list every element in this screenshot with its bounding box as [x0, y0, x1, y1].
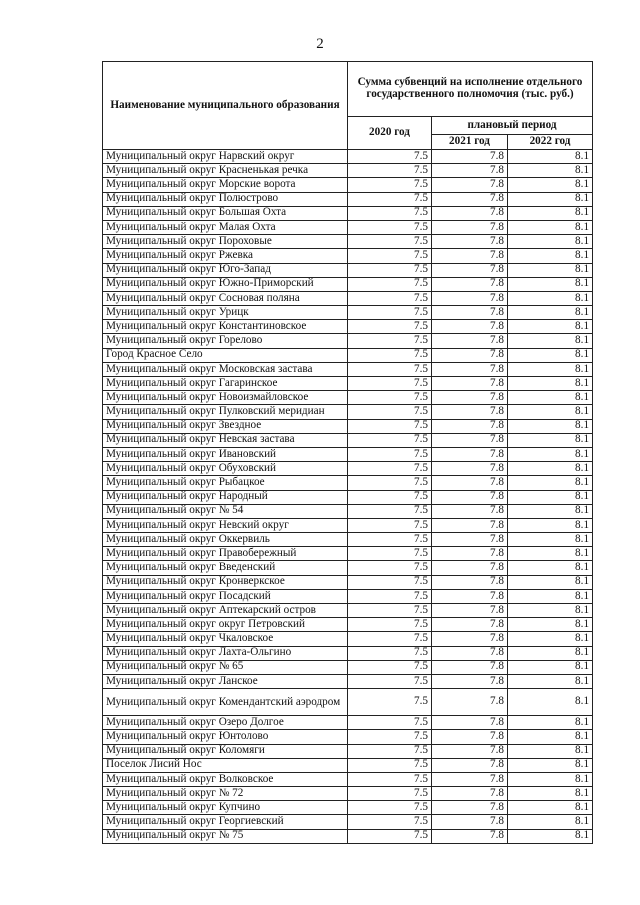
value-2022-cell: 8.1 [508, 362, 593, 376]
value-2020-cell: 7.5 [348, 730, 432, 744]
value-2022-cell: 8.1 [508, 632, 593, 646]
value-2021-cell: 7.8 [432, 547, 508, 561]
table-row [103, 660, 593, 674]
value-2020-cell: 7.5 [348, 405, 432, 419]
table-row [103, 815, 593, 829]
value-2022-cell: 8.1 [508, 787, 593, 801]
value-2021-cell: 7.8 [432, 462, 508, 476]
value-2020-cell: 7.5 [348, 758, 432, 772]
value-2021-cell: 7.8 [432, 490, 508, 504]
value-2020-cell: 7.5 [348, 291, 432, 305]
value-2020-cell: 7.5 [348, 815, 432, 829]
value-2021-cell: 7.8 [432, 164, 508, 178]
table-row [103, 178, 593, 192]
value-2021-cell: 7.8 [432, 263, 508, 277]
table-row [103, 730, 593, 744]
table-row [103, 787, 593, 801]
municipality-name-cell: Муниципальный округ Комендантский аэродром [103, 689, 348, 716]
table-row [103, 206, 593, 220]
municipality-name-cell: Муниципальный округ Невская застава [103, 433, 348, 447]
value-2022-cell: 8.1 [508, 206, 593, 220]
value-2021-cell: 7.8 [432, 348, 508, 362]
value-2021-cell: 7.8 [432, 758, 508, 772]
value-2020-cell: 7.5 [348, 391, 432, 405]
value-2020-cell: 7.5 [348, 377, 432, 391]
table-row [103, 632, 593, 646]
value-2020-cell: 7.5 [348, 575, 432, 589]
header-year-2021: 2021 год [432, 135, 508, 150]
table-row [103, 561, 593, 575]
value-2020-cell: 7.5 [348, 206, 432, 220]
value-2022-cell: 8.1 [508, 235, 593, 249]
municipality-name-cell: Муниципальный округ Юго-Запад [103, 263, 348, 277]
table-row [103, 164, 593, 178]
municipality-name-cell: Муниципальный округ Ивановский [103, 447, 348, 461]
table-row [103, 277, 593, 291]
table-row [103, 758, 593, 772]
table-row [103, 192, 593, 206]
value-2020-cell: 7.5 [348, 150, 432, 164]
value-2020-cell: 7.5 [348, 518, 432, 532]
value-2022-cell: 8.1 [508, 561, 593, 575]
table-row [103, 362, 593, 376]
municipality-name-cell: Муниципальный округ Озеро Долгое [103, 716, 348, 730]
value-2020-cell: 7.5 [348, 801, 432, 815]
municipality-name-cell: Муниципальный округ Оккервиль [103, 533, 348, 547]
value-2020-cell: 7.5 [348, 787, 432, 801]
value-2020-cell: 7.5 [348, 716, 432, 730]
value-2022-cell: 8.1 [508, 150, 593, 164]
municipality-name-cell: Муниципальный округ № 72 [103, 787, 348, 801]
table-row [103, 391, 593, 405]
value-2020-cell: 7.5 [348, 772, 432, 786]
value-2021-cell: 7.8 [432, 235, 508, 249]
municipality-name-cell: Муниципальный округ № 75 [103, 829, 348, 843]
municipality-name-cell: Муниципальный округ Константиновское [103, 320, 348, 334]
table-row [103, 320, 593, 334]
value-2021-cell: 7.8 [432, 504, 508, 518]
table-row [103, 518, 593, 532]
value-2020-cell: 7.5 [348, 589, 432, 603]
value-2020-cell: 7.5 [348, 178, 432, 192]
value-2020-cell: 7.5 [348, 263, 432, 277]
value-2020-cell: 7.5 [348, 164, 432, 178]
value-2022-cell: 8.1 [508, 815, 593, 829]
value-2020-cell: 7.5 [348, 447, 432, 461]
table-row [103, 249, 593, 263]
value-2021-cell: 7.8 [432, 277, 508, 291]
value-2021-cell: 7.8 [432, 206, 508, 220]
value-2022-cell: 8.1 [508, 547, 593, 561]
municipality-name-cell: Муниципальный округ Невский округ [103, 518, 348, 532]
table-row [103, 306, 593, 320]
municipality-name-cell: Муниципальный округ Обуховский [103, 462, 348, 476]
table-row [103, 433, 593, 447]
value-2021-cell: 7.8 [432, 561, 508, 575]
table-row [103, 476, 593, 490]
value-2020-cell: 7.5 [348, 561, 432, 575]
value-2020-cell: 7.5 [348, 348, 432, 362]
municipality-name-cell: Муниципальный округ Гагаринское [103, 377, 348, 391]
value-2022-cell: 8.1 [508, 730, 593, 744]
subsidy-table [102, 61, 593, 844]
municipality-name-cell: Муниципальный округ Купчино [103, 801, 348, 815]
municipality-name-cell: Поселок Лисий Нос [103, 758, 348, 772]
value-2020-cell: 7.5 [348, 504, 432, 518]
municipality-name-cell: Город Красное Село [103, 348, 348, 362]
municipality-name-cell: Муниципальный округ Московская застава [103, 362, 348, 376]
value-2022-cell: 8.1 [508, 306, 593, 320]
value-2020-cell: 7.5 [348, 334, 432, 348]
value-2021-cell: 7.8 [432, 815, 508, 829]
value-2022-cell: 8.1 [508, 334, 593, 348]
municipality-name-cell: Муниципальный округ округ Петровский [103, 618, 348, 632]
table-row [103, 716, 593, 730]
value-2022-cell: 8.1 [508, 320, 593, 334]
municipality-name-cell: Муниципальный округ Правобережный [103, 547, 348, 561]
table-row [103, 646, 593, 660]
municipality-name-cell: Муниципальный округ Урицк [103, 306, 348, 320]
value-2022-cell: 8.1 [508, 462, 593, 476]
municipality-name-cell: Муниципальный округ Введенский [103, 561, 348, 575]
value-2021-cell: 7.8 [432, 192, 508, 206]
header-year-2020: 2020 год [348, 117, 432, 150]
table-row [103, 829, 593, 843]
municipality-name-cell: Муниципальный округ Полюстрово [103, 192, 348, 206]
value-2020-cell: 7.5 [348, 744, 432, 758]
value-2021-cell: 7.8 [432, 618, 508, 632]
value-2021-cell: 7.8 [432, 646, 508, 660]
value-2020-cell: 7.5 [348, 547, 432, 561]
table-row [103, 547, 593, 561]
value-2022-cell: 8.1 [508, 405, 593, 419]
municipality-name-cell: Муниципальный округ № 54 [103, 504, 348, 518]
table-row [103, 575, 593, 589]
value-2021-cell: 7.8 [432, 476, 508, 490]
value-2022-cell: 8.1 [508, 391, 593, 405]
value-2020-cell: 7.5 [348, 533, 432, 547]
value-2022-cell: 8.1 [508, 348, 593, 362]
table-row [103, 220, 593, 234]
value-2020-cell: 7.5 [348, 235, 432, 249]
value-2021-cell: 7.8 [432, 787, 508, 801]
value-2020-cell: 7.5 [348, 419, 432, 433]
table-row [103, 419, 593, 433]
table-row [103, 462, 593, 476]
table-row [103, 744, 593, 758]
municipality-name-cell: Муниципальный округ № 65 [103, 660, 348, 674]
value-2022-cell: 8.1 [508, 618, 593, 632]
value-2020-cell: 7.5 [348, 829, 432, 843]
value-2020-cell: 7.5 [348, 220, 432, 234]
value-2020-cell: 7.5 [348, 660, 432, 674]
value-2022-cell: 8.1 [508, 575, 593, 589]
municipality-name-cell: Муниципальный округ Звездное [103, 419, 348, 433]
value-2022-cell: 8.1 [508, 801, 593, 815]
table-row [103, 348, 593, 362]
value-2022-cell: 8.1 [508, 192, 593, 206]
value-2020-cell: 7.5 [348, 604, 432, 618]
value-2021-cell: 7.8 [432, 334, 508, 348]
value-2020-cell: 7.5 [348, 476, 432, 490]
value-2020-cell: 7.5 [348, 277, 432, 291]
municipality-name-cell: Муниципальный округ Чкаловское [103, 632, 348, 646]
value-2020-cell: 7.5 [348, 618, 432, 632]
header-planning-period: плановый период [432, 117, 593, 135]
value-2021-cell: 7.8 [432, 575, 508, 589]
value-2022-cell: 8.1 [508, 646, 593, 660]
value-2022-cell: 8.1 [508, 291, 593, 305]
table-row [103, 689, 593, 716]
municipality-name-cell: Муниципальный округ Пороховые [103, 235, 348, 249]
value-2020-cell: 7.5 [348, 320, 432, 334]
value-2022-cell: 8.1 [508, 447, 593, 461]
table-row [103, 447, 593, 461]
municipality-name-cell: Муниципальный округ Ланское [103, 674, 348, 688]
value-2021-cell: 7.8 [432, 249, 508, 263]
municipality-name-cell: Муниципальный округ Георгиевский [103, 815, 348, 829]
value-2021-cell: 7.8 [432, 533, 508, 547]
value-2021-cell: 7.8 [432, 362, 508, 376]
value-2021-cell: 7.8 [432, 632, 508, 646]
table-row [103, 490, 593, 504]
value-2021-cell: 7.8 [432, 730, 508, 744]
value-2021-cell: 7.8 [432, 433, 508, 447]
municipality-name-cell: Муниципальный округ Волковское [103, 772, 348, 786]
page-number: 2 [316, 36, 324, 52]
value-2022-cell: 8.1 [508, 377, 593, 391]
value-2021-cell: 7.8 [432, 674, 508, 688]
value-2021-cell: 7.8 [432, 405, 508, 419]
value-2021-cell: 7.8 [432, 829, 508, 843]
municipality-name-cell: Муниципальный округ Коломяги [103, 744, 348, 758]
value-2021-cell: 7.8 [432, 744, 508, 758]
value-2022-cell: 8.1 [508, 716, 593, 730]
value-2022-cell: 8.1 [508, 772, 593, 786]
table-row [103, 235, 593, 249]
value-2022-cell: 8.1 [508, 829, 593, 843]
value-2021-cell: 7.8 [432, 178, 508, 192]
value-2022-cell: 8.1 [508, 249, 593, 263]
value-2022-cell: 8.1 [508, 164, 593, 178]
municipality-name-cell: Муниципальный округ Красненькая речка [103, 164, 348, 178]
value-2022-cell: 8.1 [508, 476, 593, 490]
table-row [103, 674, 593, 688]
municipality-name-cell: Муниципальный округ Нарвский округ [103, 150, 348, 164]
value-2022-cell: 8.1 [508, 589, 593, 603]
value-2020-cell: 7.5 [348, 306, 432, 320]
value-2021-cell: 7.8 [432, 419, 508, 433]
value-2021-cell: 7.8 [432, 291, 508, 305]
value-2021-cell: 7.8 [432, 772, 508, 786]
value-2020-cell: 7.5 [348, 490, 432, 504]
value-2021-cell: 7.8 [432, 716, 508, 730]
table-row [103, 405, 593, 419]
municipality-name-cell: Муниципальный округ Новоизмайловское [103, 391, 348, 405]
municipality-name-cell: Муниципальный округ Горелово [103, 334, 348, 348]
municipality-name-cell: Муниципальный округ Южно-Приморский [103, 277, 348, 291]
municipality-name-cell: Муниципальный округ Большая Охта [103, 206, 348, 220]
value-2020-cell: 7.5 [348, 689, 432, 716]
value-2022-cell: 8.1 [508, 419, 593, 433]
value-2020-cell: 7.5 [348, 362, 432, 376]
value-2020-cell: 7.5 [348, 674, 432, 688]
value-2020-cell: 7.5 [348, 632, 432, 646]
value-2021-cell: 7.8 [432, 377, 508, 391]
value-2021-cell: 7.8 [432, 150, 508, 164]
value-2022-cell: 8.1 [508, 689, 593, 716]
table-body [103, 150, 593, 844]
table-row [103, 618, 593, 632]
table-row [103, 263, 593, 277]
value-2022-cell: 8.1 [508, 504, 593, 518]
value-2021-cell: 7.8 [432, 306, 508, 320]
value-2022-cell: 8.1 [508, 518, 593, 532]
value-2022-cell: 8.1 [508, 674, 593, 688]
value-2022-cell: 8.1 [508, 178, 593, 192]
municipality-name-cell: Муниципальный округ Юнтолово [103, 730, 348, 744]
value-2022-cell: 8.1 [508, 220, 593, 234]
municipality-name-cell: Муниципальный округ Пулковский меридиан [103, 405, 348, 419]
municipality-name-cell: Муниципальный округ Лахта-Ольгино [103, 646, 348, 660]
municipality-name-cell: Муниципальный округ Кронверкское [103, 575, 348, 589]
value-2021-cell: 7.8 [432, 801, 508, 815]
value-2021-cell: 7.8 [432, 689, 508, 716]
table-row [103, 504, 593, 518]
value-2022-cell: 8.1 [508, 263, 593, 277]
table-row [103, 334, 593, 348]
value-2021-cell: 7.8 [432, 518, 508, 532]
table-row [103, 150, 593, 164]
value-2021-cell: 7.8 [432, 320, 508, 334]
municipality-name-cell: Муниципальный округ Ржевка [103, 249, 348, 263]
value-2022-cell: 8.1 [508, 490, 593, 504]
table-row [103, 291, 593, 305]
value-2020-cell: 7.5 [348, 462, 432, 476]
municipality-name-cell: Муниципальный округ Сосновая поляна [103, 291, 348, 305]
table-row [103, 377, 593, 391]
value-2021-cell: 7.8 [432, 589, 508, 603]
header-subsidy-sum: Сумма субвенций на исполнение отдельного государственного полномочия (тыс. руб.) [348, 62, 593, 117]
value-2021-cell: 7.8 [432, 447, 508, 461]
value-2022-cell: 8.1 [508, 277, 593, 291]
table-row [103, 533, 593, 547]
municipality-name-cell: Муниципальный округ Аптекарский остров [103, 604, 348, 618]
header-municipality: Наименование муниципального образования [103, 62, 348, 150]
header-year-2022: 2022 год [508, 135, 593, 150]
value-2021-cell: 7.8 [432, 604, 508, 618]
table-row [103, 604, 593, 618]
value-2020-cell: 7.5 [348, 192, 432, 206]
value-2020-cell: 7.5 [348, 433, 432, 447]
value-2022-cell: 8.1 [508, 604, 593, 618]
value-2020-cell: 7.5 [348, 646, 432, 660]
value-2021-cell: 7.8 [432, 660, 508, 674]
table-row [103, 801, 593, 815]
value-2022-cell: 8.1 [508, 758, 593, 772]
value-2022-cell: 8.1 [508, 660, 593, 674]
municipality-name-cell: Муниципальный округ Морские ворота [103, 178, 348, 192]
value-2021-cell: 7.8 [432, 391, 508, 405]
municipality-name-cell: Муниципальный округ Посадский [103, 589, 348, 603]
value-2022-cell: 8.1 [508, 744, 593, 758]
municipality-name-cell: Муниципальный округ Народный [103, 490, 348, 504]
table-row [103, 589, 593, 603]
value-2021-cell: 7.8 [432, 220, 508, 234]
municipality-name-cell: Муниципальный округ Рыбацкое [103, 476, 348, 490]
value-2022-cell: 8.1 [508, 433, 593, 447]
municipality-name-cell: Муниципальный округ Малая Охта [103, 220, 348, 234]
table-row [103, 772, 593, 786]
value-2022-cell: 8.1 [508, 533, 593, 547]
value-2020-cell: 7.5 [348, 249, 432, 263]
